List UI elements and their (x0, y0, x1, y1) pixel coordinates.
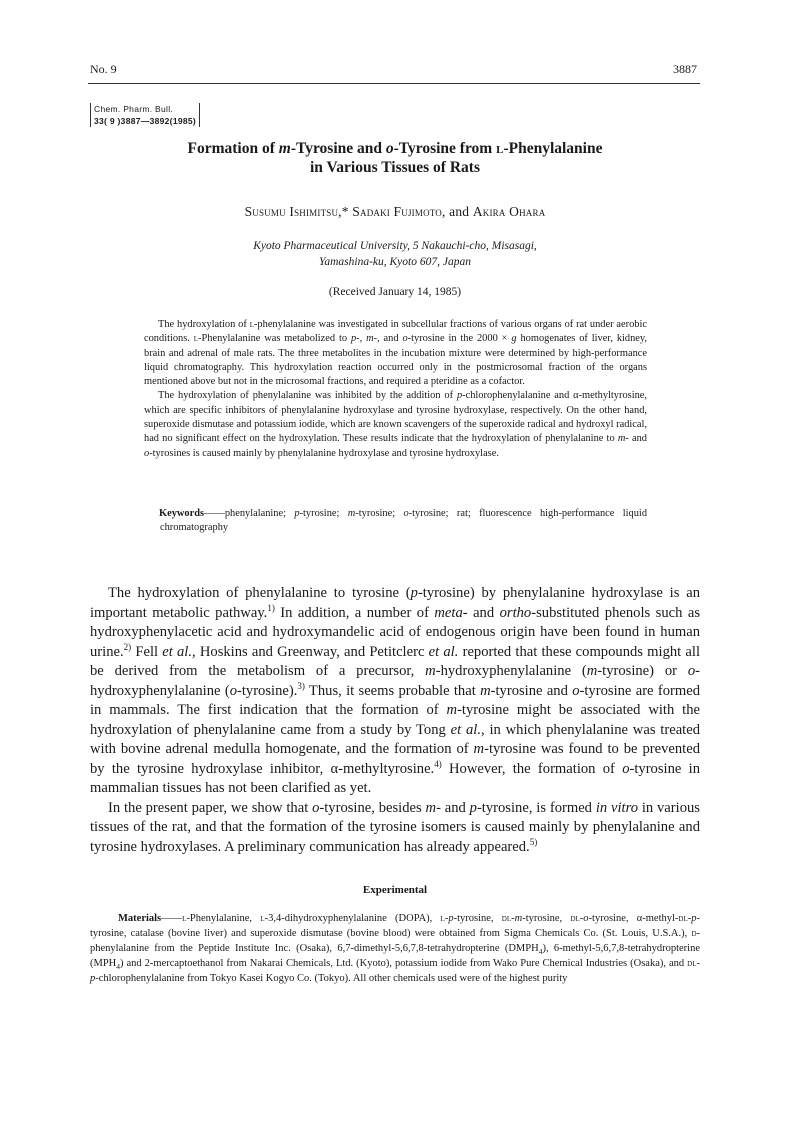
reference-2: 2) (123, 641, 132, 652)
author-1: Susumu Ishimitsu, (244, 204, 342, 219)
keywords: Keywords——phenylalanine; p-tyrosine; m-tyrosine; o-tyrosine; rat; fluorescence high-performance liquid chromatography (159, 508, 648, 534)
received-date: (Received January 14, 1985) (328, 286, 462, 298)
article-title (90, 139, 700, 177)
citation-journal: Chem. Pharm. Bull. (94, 104, 174, 114)
affiliation: Kyoto Pharmaceutical University, 5 Nakauchi-cho, Misasagi, Yamashina-ku, Kyoto 607, Japan (253, 240, 537, 268)
reference-3: 3) (297, 680, 305, 691)
abstract (144, 318, 647, 461)
author-list: Susumu Ishimitsu,* Sadaki Fujimoto, and Akira Ohara (244, 204, 546, 219)
author-3: Akira Ohara (472, 204, 546, 219)
keywords-label: Keywords (159, 508, 205, 519)
abstract-paragraph-1: The hydroxylation of l-phenylalanine was investigated in subcellular fractions of various organs of rat under aerobic conditions. l-Phenylalanine was metabolized to p-, m-, and o-tyrosine in the 2000 × g homogenates of liver, kidney, brain and adrenal of male rats. The three metabolites in the incubation mixture were determined by high-performance liquid chromatography. This hydroxylation reaction occurred only in the postmicrosomal fraction of the organs mentioned above but not in the microsomal fractions, and required a pteridine as a cofactor. (144, 319, 648, 388)
intro-paragraph-2: In the present paper, we show that o-tyrosine, besides m- and p-tyrosine, is formed in vitro in various tissues of the rat, and that the formation of the tyrosine isomers is caused mainly by phenylalanine and tyrosine hydroxylases. A preliminary communication has already appeared.$^{5)}$ (90, 799, 700, 855)
materials-label: Materials (118, 913, 162, 924)
intro-paragraph-1: The hydroxylation of phenylalanine to tyrosine (p-tyrosine) by phenylalanine hydroxylase is an important metabolic pathway.$^{1)}$ In addition, a number of meta- and ortho-substituted phenols such as hydroxyphenylacetic acid and hydroxymandelic acid of endogenous origin have been found in human urine.$^{2)}$ Fell et al., Hoskins and Greenway, and Petitclerc et al. reported that these compounds might all be derived from the metabolism of a precursor, m-hydroxyphenylalanine (m-tyrosine) or o-hydroxyphenylalanine (o-tyrosine).$^{3)}$ Thus, it seems probable that m-tyrosine and o-tyrosine are formed in mammals. The first indication that the formation of m-tyrosine might be associated with the hydroxylation of phenylalanine came from a study by Tong et al., in which phenylalanine was treated with bovine adrenal medulla homogenate, and the formation of m-tyrosine was found to be prevented by the tyrosine hydroxylase inhibitor, α-methyltyrosine.$^{4)}$ However, the formation of o-tyrosine in mammalian tissues has not been clarified as yet. (90, 585, 701, 796)
header-rule (88, 83, 700, 84)
issue-number: No. 9 (90, 62, 117, 76)
abstract-paragraph-2: The hydroxylation of phenylalanine was inhibited by the addition of p-chlorophenylalanine and α-methyltyrosine, which are specific inhibitors of phenylalanine hydroxylase and tyrosine hydroxylase, respectively. On the other hand, superoxide dismutase and potassium iodide, which are known scavengers of the superoxide radical and hydroxyl radical, had no significant effect on the hydroxylation. These results indicate that the hydroxylation of phenylalanine to m- and o-tyrosines is caused mainly by phenylalanine hydroxylase and tyrosine hydroxylase. (144, 390, 647, 459)
title-line-1: Formation of m-Tyrosine and o-Tyrosine from l-Phenylalanine (187, 140, 603, 157)
introduction (90, 584, 700, 857)
reference-5: 5) (529, 836, 538, 847)
citation-volume: 33( 9 )3887—3892(1985) (94, 116, 197, 126)
reference-4: 4) (434, 758, 442, 769)
materials-section (90, 911, 700, 986)
section-heading-experimental: Experimental (362, 884, 428, 896)
corresponding-mark: * (341, 204, 349, 219)
citation-box (90, 103, 200, 127)
page-number: 3887 (673, 62, 697, 76)
reference-1: 1) (267, 602, 275, 613)
materials-paragraph: Materials——l-Phenylalanine, l-3,4-dihydroxyphenylalanine (DOPA), l-p-tyrosine, dl-m-tyrosine, dl-o-tyrosine, α-methyl-dl-p-tyrosine, catalase (bovine liver) and superoxide dismutase (bovine blood) were obtained from Sigma Chemicals Co. (St. Louis, U.S.A.), d-phenylalanine from the Peptide Institute Inc. (Osaka), 6,7-dimethyl-5,6,7,8-tetrahydropterine $(DMPH_4)$, 6-methyl-5,6,7,8-tetrahydropterine $(MPH_4)$ and 2-mercaptoethanol from Nakarai Chemicals, Ltd. (Kyoto), potassium iodide from Wako Pure Chemical Industries (Osaka), and dl-p-chlorophenylalanine from Tokyo Kasei Kogyo Co. (Tokyo). All other chemicals used were of the highest purity (90, 913, 701, 984)
title-line-2: in Various Tissues of Rats (310, 159, 480, 176)
author-2: Sadaki Fujimoto, (352, 204, 446, 219)
